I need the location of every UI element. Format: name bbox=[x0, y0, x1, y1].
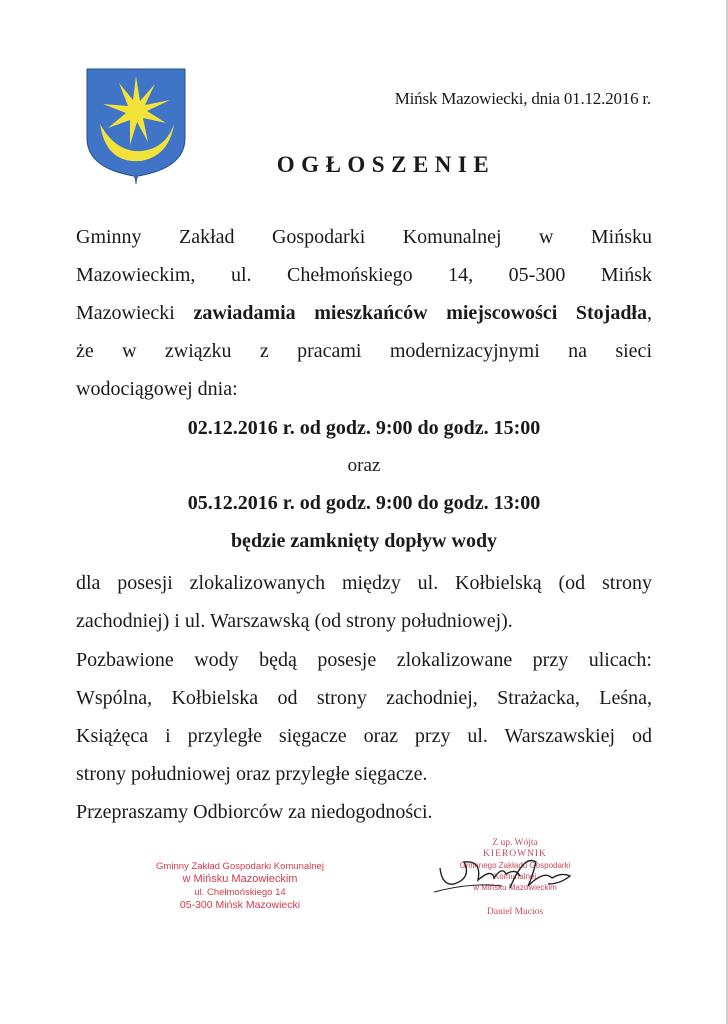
stamp-line: Z up. Wójta bbox=[492, 838, 538, 848]
bold-text: zawiadamia mieszkańców miejscowości Stojadła bbox=[193, 302, 647, 324]
stamp-line: ul. Chełmońskiego 14 bbox=[194, 887, 286, 898]
stamp-line: Gminnego Zakładu Gospodarki Komunalnej bbox=[459, 861, 571, 881]
company-stamp bbox=[140, 860, 340, 912]
paragraph-streets bbox=[76, 641, 652, 831]
paragraph-area bbox=[76, 564, 652, 640]
schedule-date-2 bbox=[0, 492, 728, 515]
text-line: zachodniej) i ul. Warszawską (od strony południowej). bbox=[76, 610, 513, 632]
text-line apology: Przepraszamy Odbiorców za niedogodności. bbox=[76, 801, 433, 823]
dateline: Mińsk Mazowiecki, dnia 01.12.2016 r. bbox=[394, 89, 651, 108]
schedule-date-1 bbox=[0, 417, 728, 440]
text-line: Książęca i przyległe sięgacze oraz przy ul. Warszawskiej od bbox=[76, 725, 652, 747]
text-span: Mazowiecki bbox=[76, 302, 194, 324]
water-cut-notice bbox=[0, 530, 728, 553]
paragraph-announcement bbox=[76, 218, 652, 408]
text-line: strony południowej oraz przyległe sięgacze. bbox=[76, 763, 428, 785]
signature-icon bbox=[432, 848, 582, 898]
text-line: Wspólna, Kołbielska od strony zachodniej, Strażacka, Leśna, bbox=[76, 687, 652, 709]
text-line: wodociągowej dnia: bbox=[76, 378, 238, 400]
text-span: , bbox=[647, 302, 652, 324]
text-line bbox=[76, 294, 652, 332]
schedule-connector: oraz bbox=[347, 455, 381, 476]
bold-text: będzie zamknięty dopływ wody bbox=[230, 530, 498, 552]
text-line: że w związku z pracami modernizacyjnymi na sieci bbox=[76, 340, 652, 362]
text-line: Pozbawione wody będą posesje zlokalizowane przy ulicach: bbox=[76, 649, 652, 671]
stamp-line: 05-300 Mińsk Mazowiecki bbox=[179, 899, 301, 911]
stamp-line: Daniel Mucios bbox=[486, 907, 544, 917]
text-line: Gminny Zakład Gospodarki Komunalnej w Mińsku bbox=[76, 226, 652, 248]
stamp-line: w Mińsku Mazowieckim bbox=[473, 883, 557, 892]
bold-text: 02.12.2016 r. od godz. 9:00 do godz. 15:00 bbox=[187, 417, 541, 439]
text-line: dla posesji zlokalizowanych między ul. Kołbielską (od strony bbox=[76, 572, 652, 594]
text-line: Mazowieckim, ul. Chełmońskiego 14, 05-300 Mińsk bbox=[76, 264, 652, 286]
bold-text: 05.12.2016 r. od godz. 9:00 do godz. 13:00 bbox=[187, 492, 541, 514]
stamp-line: Gminny Zakład Gospodarki Komunalnej bbox=[156, 861, 324, 872]
stamp-line: KIEROWNIK bbox=[483, 849, 547, 859]
page-title: OGŁOSZENIE bbox=[276, 152, 496, 177]
stamp-line: w Mińsku Mazowieckim bbox=[182, 873, 298, 885]
